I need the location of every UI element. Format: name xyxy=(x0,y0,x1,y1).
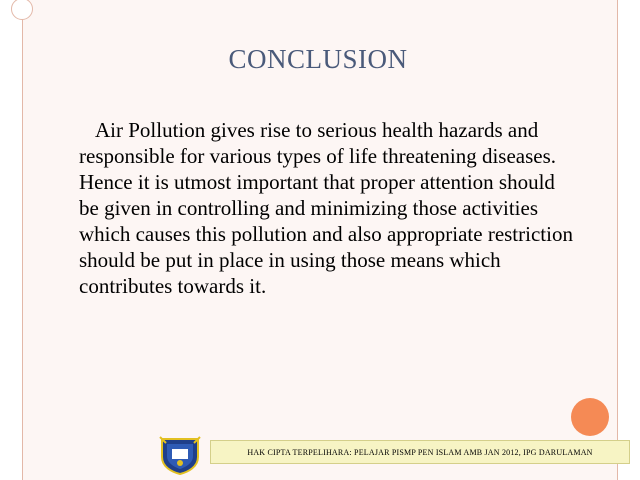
copyright-notice: HAK CIPTA TERPELIHARA: PELAJAR PISMP PEN ISLAM AMB JAN 2012, IPG DARULAMAN xyxy=(210,440,630,464)
crest-icon xyxy=(158,435,202,475)
slide-frame xyxy=(22,0,618,480)
footer xyxy=(0,430,640,480)
slide-body-text: Air Pollution gives rise to serious health hazards and responsible for various types of life threatening diseases. Hence it is utmost important that proper attention should be given in controlling and minimizing those activities which causes this pollution and also appropriate restriction should be put in place in using those means which contributes towards it. xyxy=(79,118,573,298)
slide-title: CONCLUSION xyxy=(228,44,408,74)
